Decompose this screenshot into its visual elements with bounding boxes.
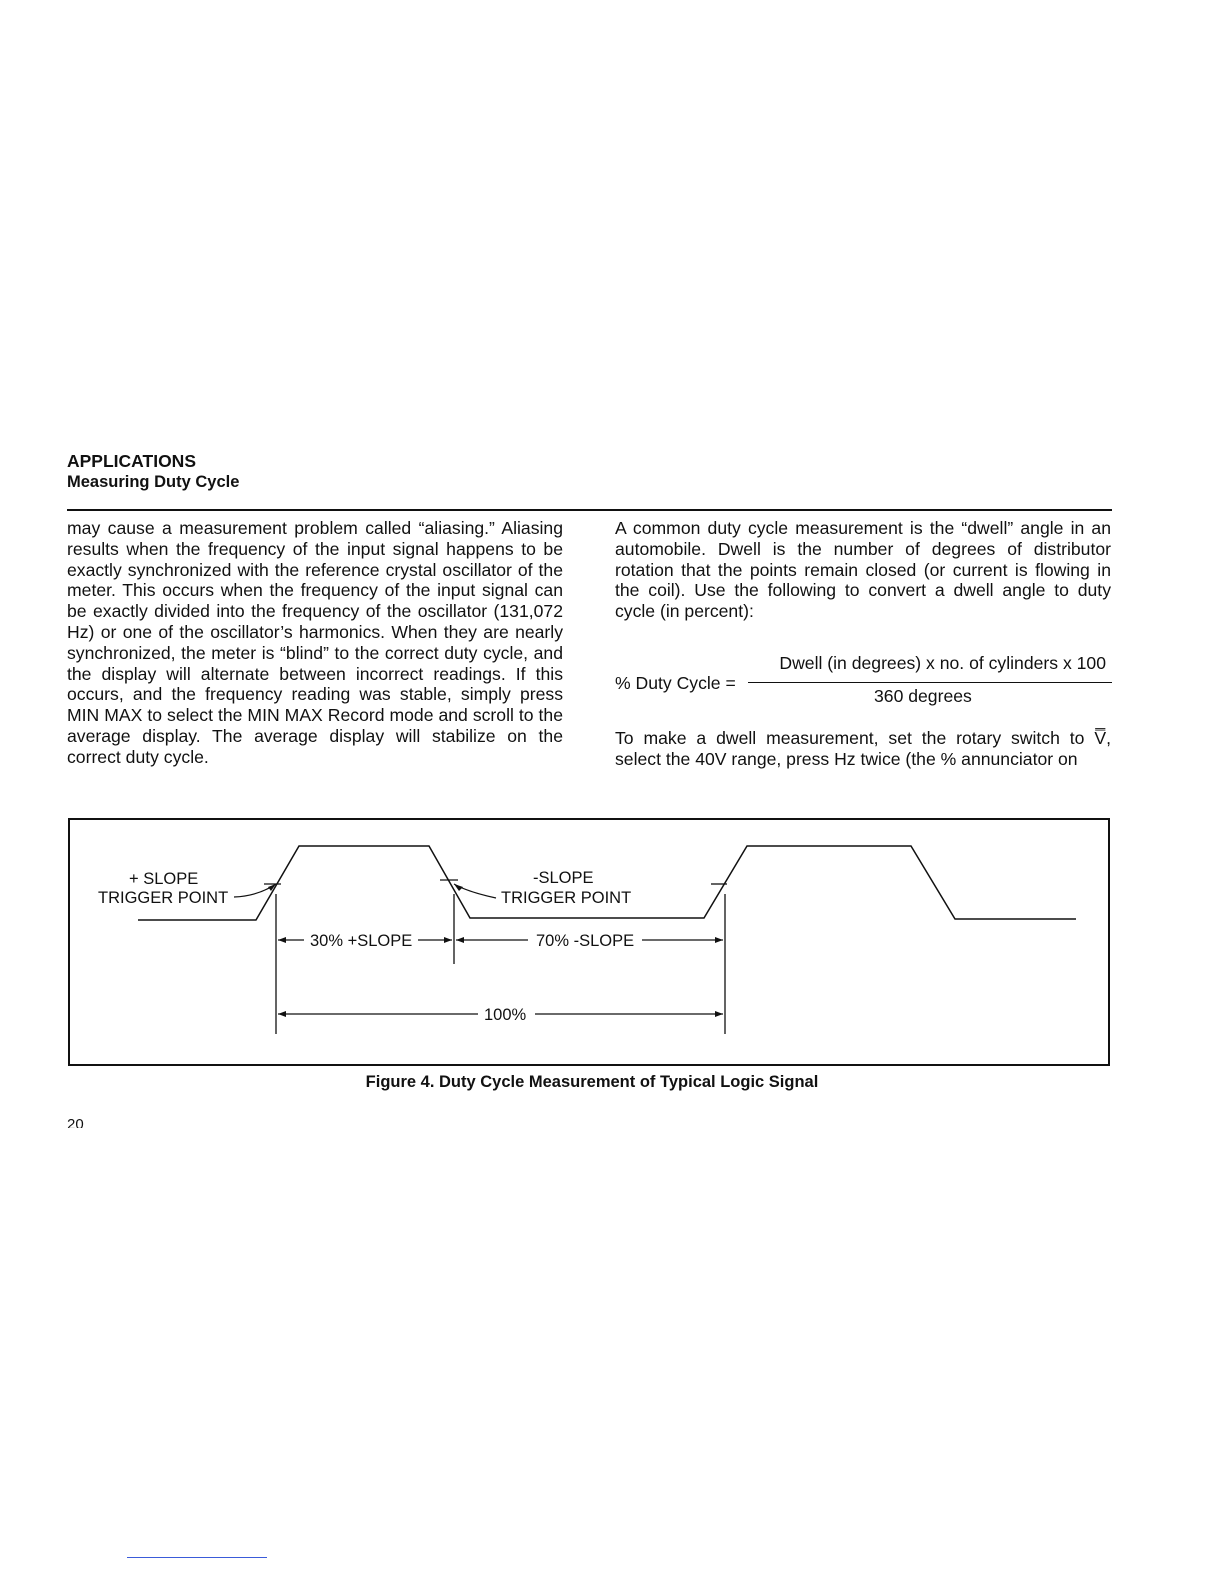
pct-30-arrow-right [444, 937, 452, 943]
pct-30-arrow-left [278, 937, 286, 943]
plus-trigger-label: TRIGGER POINT [98, 889, 229, 907]
logic-signal-waveform [138, 846, 1076, 920]
pct-70-arrow-left [456, 937, 464, 943]
formula-fraction-bar [748, 682, 1112, 683]
pct-100-arrow-left [278, 1011, 286, 1017]
dwell-instruction-paragraph: To make a dwell measurement, set the rotary switch to V̿, select the 40V range, press Hz twice (the % annunciator on [615, 728, 1111, 769]
minus-slope-label: -SLOPE [533, 869, 594, 887]
pct-100-label: 100% [484, 1006, 527, 1024]
pct-70-arrow-right [715, 937, 723, 943]
duty-cycle-formula [615, 653, 1112, 713]
section-subtitle: Measuring Duty Cycle [67, 473, 240, 491]
formula-denominator: 360 degrees [874, 686, 972, 706]
section-header [67, 451, 239, 493]
page-number: 20 [67, 1118, 84, 1128]
minus-trigger-arrowhead [454, 884, 463, 891]
pct-30-label: 30% +SLOPE [310, 932, 413, 950]
figure-caption: Figure 4. Duty Cycle Measurement of Typical Logic Signal [365, 1073, 819, 1091]
duty-cycle-figure [68, 818, 1110, 1066]
header-rule [67, 509, 1112, 511]
left-column [67, 518, 563, 768]
aliasing-paragraph: may cause a measurement problem called “aliasing.” Aliasing results when the frequency of the input signal happens to be exactly synchronized with the reference crystal oscillator of the meter. This occurs when the frequency of the input signal can be exactly divided into the frequency of the oscillator (131,072 Hz) or one of the oscillator’s harmonics. When they are nearly synchronized, the meter is “blind” to the correct duty cycle, and the display will alternate between incorrect readings. If this occurs, and the frequency reading was stable, simply press MIN MAX to select the MIN MAX Record mode and scroll to the average display. The average display will stabilize on the correct duty cycle. [67, 518, 563, 767]
formula-lhs: % Duty Cycle = [615, 673, 736, 693]
pct-70-label: 70% -SLOPE [536, 932, 635, 950]
minus-trigger-leader [454, 884, 496, 898]
formula-numerator: Dwell (in degrees) x no. of cylinders x 100 [779, 653, 1106, 673]
minus-trigger-label: TRIGGER POINT [501, 889, 632, 907]
dwell-paragraph: A common duty cycle measurement is the “dwell” angle in an automobile. Dwell is the number of degrees of distributor rotation that the points remain closed (or current is flowing in the coil). Use the following to convert a dwell angle to duty cycle (in percent): [615, 518, 1111, 622]
footer-rule [127, 1557, 267, 1558]
plus-slope-label: + SLOPE [129, 870, 199, 888]
pct-100-arrow-right [715, 1011, 723, 1017]
section-title: APPLICATIONS [67, 451, 196, 471]
